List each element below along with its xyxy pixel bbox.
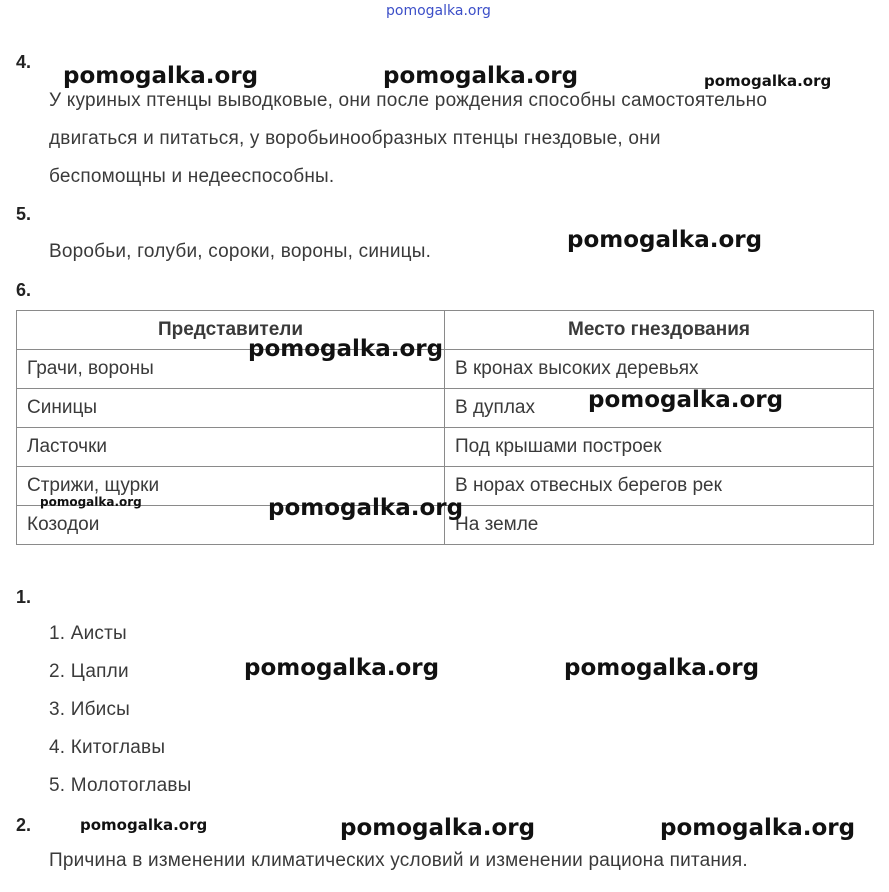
watermark: pomogalka.org <box>567 227 763 253</box>
question-number-4: 4. <box>16 52 32 72</box>
table-cell-place: В кронах высоких деревьях <box>445 350 874 389</box>
table-cell-place: На земле <box>445 506 874 545</box>
table-cell-place: В дуплах <box>445 389 874 428</box>
answer-4-line-1: У куриных птенцы выводковые, они после рождения способны самостоятельно <box>49 90 768 111</box>
watermark: pomogalka.org <box>268 495 464 521</box>
question-number-6: 6. <box>16 280 32 300</box>
list-item: 1. Аисты <box>49 623 127 644</box>
table-cell-bird: Грачи, вороны <box>17 350 445 389</box>
answer-2-text: Причина в изменении климатических условий и изменении рациона питания. <box>49 850 748 871</box>
table-cell-bird: Козодои <box>17 506 445 545</box>
list-item: 5. Молотоглавы <box>49 775 192 796</box>
answer-5-text: Воробьи, голуби, сороки, вороны, синицы. <box>49 241 432 262</box>
watermark-top: pomogalka.org <box>386 3 491 19</box>
list-item: 3. Ибисы <box>49 699 131 720</box>
watermark: pomogalka.org <box>660 815 856 841</box>
question-number-2: 2. <box>16 815 32 835</box>
table-cell-bird: Ласточки <box>17 428 445 467</box>
answer-4-line-3: беспомощны и недееспособны. <box>49 166 335 187</box>
watermark: pomogalka.org <box>704 72 832 90</box>
table-cell-place: В норах отвесных берегов рек <box>445 467 874 506</box>
watermark: pomogalka.org <box>63 63 259 89</box>
watermark: pomogalka.org <box>80 816 208 834</box>
watermark: pomogalka.org <box>244 655 440 681</box>
watermark: pomogalka.org <box>588 387 784 413</box>
watermark: pomogalka.org <box>564 655 760 681</box>
question-number-5: 5. <box>16 204 32 224</box>
watermark: pomogalka.org <box>248 336 444 362</box>
table-row <box>17 350 874 389</box>
table-cell-place: Под крышами построек <box>445 428 874 467</box>
answer-4-line-2: двигаться и питаться, у воробьинообразных птенцы гнездовые, они <box>49 128 661 149</box>
table-header-row <box>17 311 874 350</box>
watermark: pomogalka.org <box>340 815 536 841</box>
watermark: pomogalka.org <box>40 495 142 509</box>
table-cell-bird: Синицы <box>17 389 445 428</box>
watermark: pomogalka.org <box>383 63 579 89</box>
question-number-1: 1. <box>16 587 32 607</box>
header-representatives: Представители <box>17 311 445 350</box>
list-item: 2. Цапли <box>49 661 129 682</box>
list-item: 4. Китоглавы <box>49 737 166 758</box>
header-nesting-place: Место гнездования <box>445 311 874 350</box>
table-row <box>17 428 874 467</box>
table-cell-bird: Стрижи, щурки <box>17 467 445 506</box>
